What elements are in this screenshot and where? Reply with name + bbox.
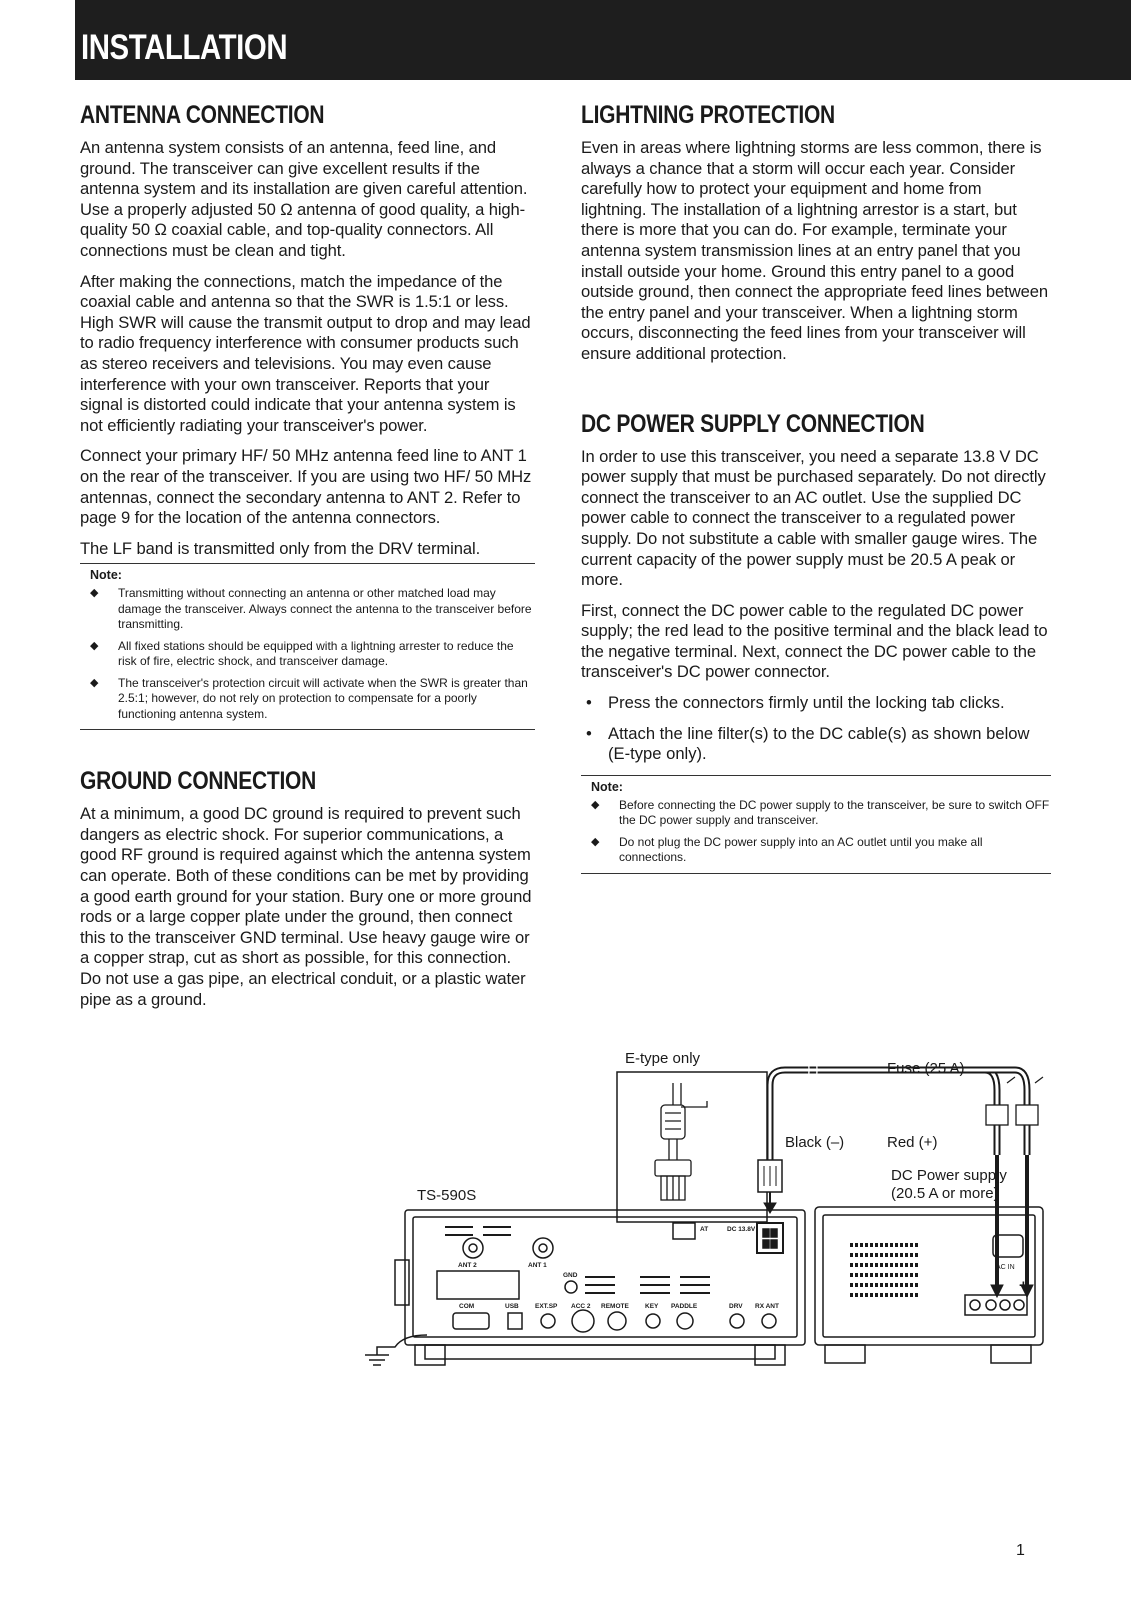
transceiver-rear-panel — [395, 1210, 805, 1365]
note-item — [591, 798, 1051, 829]
dc-paragraph: In order to use this transceiver, you need a separate 13.8 V DC power supply that must be purchased separately. Do not directly connect the transceiver to an AC outlet. Use the supplied DC power cable to connect the transceiver to a regulated power supply. Do not substitute a cable with smaller gauge wires. The current capacity of the power supply must be 20.5 A peak or more. — [581, 446, 1046, 590]
com-label: COM — [459, 1303, 475, 1310]
ant2-connector-icon — [463, 1238, 483, 1258]
bullet-item — [581, 724, 1051, 765]
note-item-text: Before connecting the DC power supply to the transceiver, be sure to switch OFF the DC power supply and transceiver. — [619, 797, 1050, 828]
dot-bullet-icon: • — [586, 693, 592, 713]
etype-inset-box — [617, 1072, 767, 1222]
diamond-bullet-icon: ◆ — [90, 587, 99, 600]
lightning-heading: LIGHTNING PROTECTION — [581, 101, 835, 129]
dc-bullet-list — [581, 693, 1051, 765]
etype-label: E-type only — [625, 1050, 701, 1067]
usb-port-icon — [508, 1313, 522, 1329]
ac-in-label: AC IN — [996, 1264, 1015, 1271]
note-list — [591, 798, 1051, 866]
lightning-paragraph: Even in areas where lightning storms are less common, there is always a chance that a storm will occur each year. Consider carefully how to protect your equipment and home from lightning. The installation of a lightning arrestor is a start, but there is more that you can do. For example, terminate your antenna system transmission lines at an entry panel that you install outside your home. Ground this entry panel to a good outside ground, then connect the appropriate feed lines between the entry panel and your transceiver. When a lightning storm occurs, disconnecting the feed lines from your transceiver will ensure additional protection. — [581, 138, 1048, 363]
header-banner — [75, 0, 1131, 80]
diamond-bullet-icon: ◆ — [90, 676, 99, 689]
rxant-jack-icon — [762, 1314, 776, 1328]
drv-label: DRV — [729, 1303, 743, 1310]
psu-label: DC Power supply — [891, 1167, 1007, 1184]
ground-paragraph: At a minimum, a good DC ground is required to prevent such dangers as electric shock. For superior communications, a good RF ground is required against which the antenna system can operate. Both of these conditions can be met by providing a good earth ground for your station. Bury one or more ground rods or a large copper plate under the ground, then connect this to the transceiver GND terminal. Use heavy gauge wire or a copper strap, cut as short as possible, for this connection. Do not use a gas pipe, an electrical conduit, or a plastic water pipe as a ground. — [80, 804, 532, 1009]
minus-terminal-label: – — [991, 1277, 1000, 1294]
rxant-label: RX ANT — [755, 1303, 779, 1310]
diamond-bullet-icon: ◆ — [90, 639, 99, 652]
power-supply-unit — [815, 1207, 1043, 1363]
fuse-label: Fuse (25 A) — [887, 1060, 965, 1077]
note-item — [591, 835, 1051, 866]
diamond-bullet-icon: ◆ — [591, 835, 600, 848]
note-list — [90, 586, 535, 722]
fuse-holder — [986, 1105, 1008, 1125]
page-title: INSTALLATION — [81, 28, 288, 67]
antenna-heading: ANTENNA CONNECTION — [80, 101, 325, 129]
note-label: Note: — [591, 779, 623, 794]
connection-diagram — [355, 1035, 1055, 1375]
antenna-paragraph: The LF band is transmitted only from the DRV terminal. — [80, 538, 481, 558]
ground-heading: GROUND CONNECTION — [80, 767, 317, 796]
antenna-paragraph: After making the connections, match the impedance of the coaxial cable and antenna so that the SWR is 1.5:1 or less. High SWR will cause the transmit output to drop and may lead to radio frequency interference with consumer products such as stereo receivers and televisions. You may even cause interference with your own transceiver. Reports that your signal is distorted could indicate that your antenna system is not efficiently radiating your transceiver's power. — [80, 271, 531, 435]
acc2-connector-icon — [572, 1310, 594, 1332]
ground-symbol-icon — [365, 1335, 427, 1365]
drv-jack-icon — [730, 1314, 744, 1328]
extsp-jack-icon — [541, 1314, 555, 1328]
fuse-holder — [1016, 1105, 1038, 1125]
at-connector-icon — [673, 1223, 695, 1239]
dc-note — [581, 775, 1051, 874]
red-lead-label: Red (+) — [887, 1134, 938, 1151]
key-jack-icon — [646, 1314, 660, 1328]
note-item — [90, 676, 535, 723]
dc-in-label: DC 13.8V — [727, 1226, 756, 1233]
note-label: Note: — [90, 568, 122, 583]
dot-bullet-icon: • — [586, 723, 592, 743]
at-label: AT — [700, 1226, 709, 1233]
line-filter-icon — [655, 1083, 707, 1200]
remote-label: REMOTE — [601, 1303, 629, 1310]
bullet-item-text: Attach the line filter(s) to the DC cable(s) as shown below (E-type only). — [608, 723, 1030, 764]
paddle-jack-icon — [677, 1313, 693, 1329]
right-column — [581, 100, 1051, 884]
black-lead-label: Black (–) — [785, 1134, 845, 1151]
bullet-item — [581, 693, 1051, 714]
antenna-paragraph: An antenna system consists of an antenna, feed line, and ground. The transceiver can give excellent results if the antenna system and its installation are given careful attention. Use a properly adjusted 50 Ω antenna of good quality, a high-quality 50 Ω coaxial cable, and top-quality connectors. All connections must be clean and tight. — [80, 138, 528, 260]
extsp-label: EXT.SP — [535, 1303, 558, 1310]
dc-heading: DC POWER SUPPLY CONNECTION — [581, 409, 925, 438]
ant1-connector-icon — [533, 1238, 553, 1258]
psu-rating-label: (20.5 A or more) — [891, 1185, 999, 1202]
note-item-text: All fixed stations should be equipped with a lightning arrester to reduce the risk of fire, electric shock, and transceiver damage. — [118, 638, 514, 669]
com-port-icon — [453, 1313, 489, 1329]
left-column — [80, 100, 535, 1020]
remote-connector-icon — [608, 1312, 626, 1330]
bullet-item-text: Press the connectors firmly until the locking tab clicks. — [608, 693, 1005, 713]
ant1-label: ANT 1 — [528, 1262, 547, 1269]
note-item-text: Transmitting without connecting an antenna or other matched load may damage the transceiver. Always connect the antenna to the transceiver before transmitting. — [118, 586, 532, 632]
dc-in-connector-icon — [757, 1223, 783, 1253]
gnd-terminal-icon — [565, 1281, 577, 1293]
dc-paragraph: First, connect the DC power cable to the regulated DC power supply; the red lead to the positive terminal and the black lead to the negative terminal. Next, connect the DC power cable to the transceiver's DC power connector. — [581, 600, 1048, 682]
antenna-note — [80, 563, 535, 730]
radio-model-label: TS-590S — [417, 1187, 477, 1204]
plus-terminal-label: + — [1019, 1277, 1028, 1294]
note-item — [90, 639, 535, 670]
paddle-label: PADDLE — [671, 1303, 698, 1310]
note-item-text: Do not plug the DC power supply into an AC outlet until you make all connections. — [619, 834, 983, 865]
note-item — [90, 586, 535, 633]
diamond-bullet-icon: ◆ — [591, 798, 600, 811]
note-item-text: The transceiver's protection circuit will activate when the SWR is greater than 2.5:1; however, do not rely on protection to compensate for a poorly functioning antenna system. — [118, 675, 528, 721]
acc2-label: ACC 2 — [571, 1303, 591, 1310]
key-label: KEY — [645, 1303, 659, 1310]
usb-label: USB — [505, 1303, 519, 1310]
antenna-paragraph: Connect your primary HF/ 50 MHz antenna feed line to ANT 1 on the rear of the transceiver. If you are using two HF/ 50 MHz antennas, connect the secondary antenna to ANT 2. Refer to page 9 for the location of the antenna connectors. — [80, 446, 532, 528]
page-number: 1 — [1016, 1542, 1025, 1559]
gnd-label: GND — [563, 1272, 578, 1279]
ant2-label: ANT 2 — [458, 1262, 477, 1269]
